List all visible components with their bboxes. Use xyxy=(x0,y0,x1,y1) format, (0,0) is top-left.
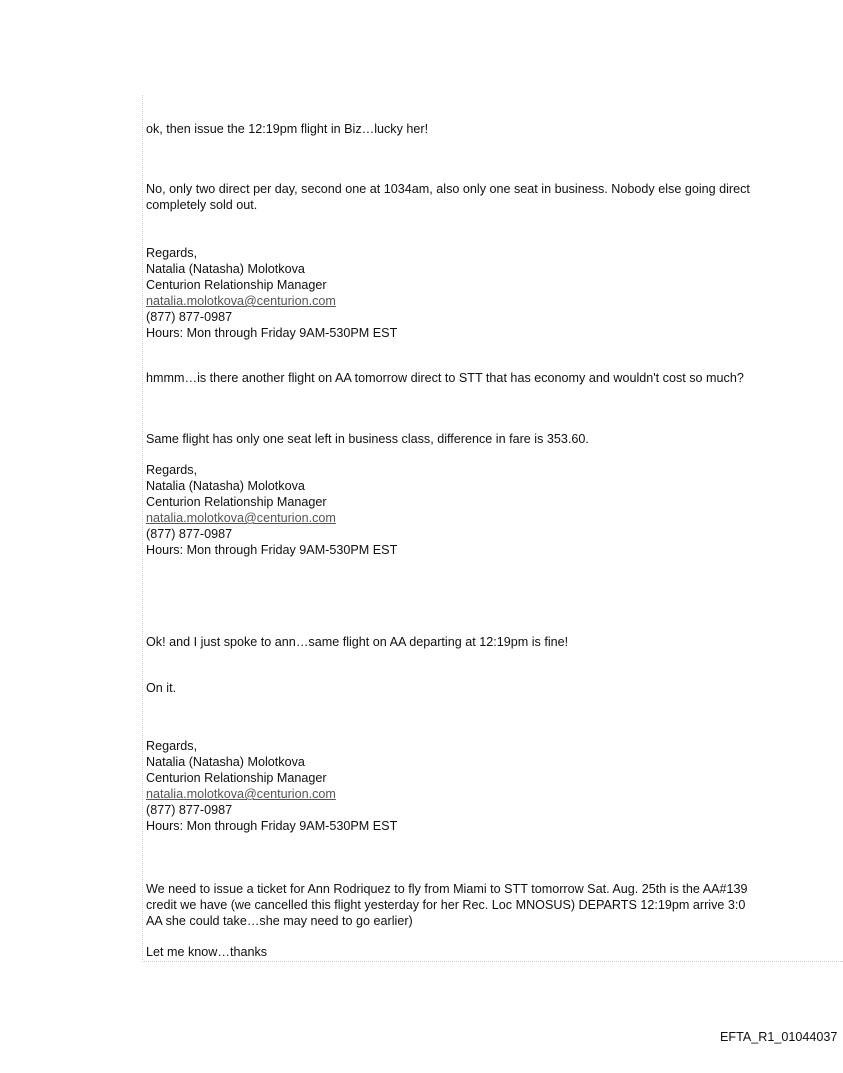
signature-closing: Regards, xyxy=(146,463,198,477)
message-text: No, only two direct per day, second one at 1034am, also only one seat in business. Nobody else going direct xyxy=(146,182,750,196)
signature-title: Centurion Relationship Manager xyxy=(146,278,327,292)
signature-phone: (877) 877-0987 xyxy=(146,803,233,817)
signature-closing: Regards, xyxy=(146,246,198,260)
signature-email-link[interactable]: natalia.molotkova@centurion.com xyxy=(146,511,336,525)
message-text: AA she could take…she may need to go earlier) xyxy=(146,914,413,928)
signature-phone: (877) 877-0987 xyxy=(146,310,233,324)
message-text: Let me know…thanks xyxy=(146,945,268,959)
signature-closing: Regards, xyxy=(146,739,198,753)
signature-name: Natalia (Natasha) Molotkova xyxy=(146,479,305,493)
signature-email-link[interactable]: natalia.molotkova@centurion.com xyxy=(146,294,336,308)
message-text: ok, then issue the 12:19pm flight in Biz…lucky her! xyxy=(146,122,429,136)
signature-name: Natalia (Natasha) Molotkova xyxy=(146,755,305,769)
message-text: Ok! and I just spoke to ann…same flight on AA departing at 12:19pm is fine! xyxy=(146,635,569,649)
signature-title: Centurion Relationship Manager xyxy=(146,771,327,785)
signature-hours: Hours: Mon through Friday 9AM-530PM EST xyxy=(146,819,398,833)
signature-phone: (877) 877-0987 xyxy=(146,527,233,541)
signature-hours: Hours: Mon through Friday 9AM-530PM EST xyxy=(146,326,398,340)
message-text: credit we have (we cancelled this flight yesterday for her Rec. Loc MNOSUS) DEPARTS 12:19pm arrive 3:0 xyxy=(146,898,746,912)
signature-hours: Hours: Mon through Friday 9AM-530PM EST xyxy=(146,543,398,557)
message-text: completely sold out. xyxy=(146,198,258,212)
signature-email-link[interactable]: natalia.molotkova@centurion.com xyxy=(146,787,336,801)
signature-name: Natalia (Natasha) Molotkova xyxy=(146,262,305,276)
signature-title: Centurion Relationship Manager xyxy=(146,495,327,509)
message-text: Same flight has only one seat left in business class, difference in fare is 353.60. xyxy=(146,432,589,446)
message-text: We need to issue a ticket for Ann Rodriquez to fly from Miami to STT tomorrow Sat. Aug. 25th is the AA#139 xyxy=(146,882,748,896)
document-id-footer: EFTA_R1_01044037 xyxy=(720,1030,838,1044)
message-text: hmmm…is there another flight on AA tomorrow direct to STT that has economy and wouldn't cost so much? xyxy=(146,371,744,385)
message-text: On it. xyxy=(146,681,177,695)
